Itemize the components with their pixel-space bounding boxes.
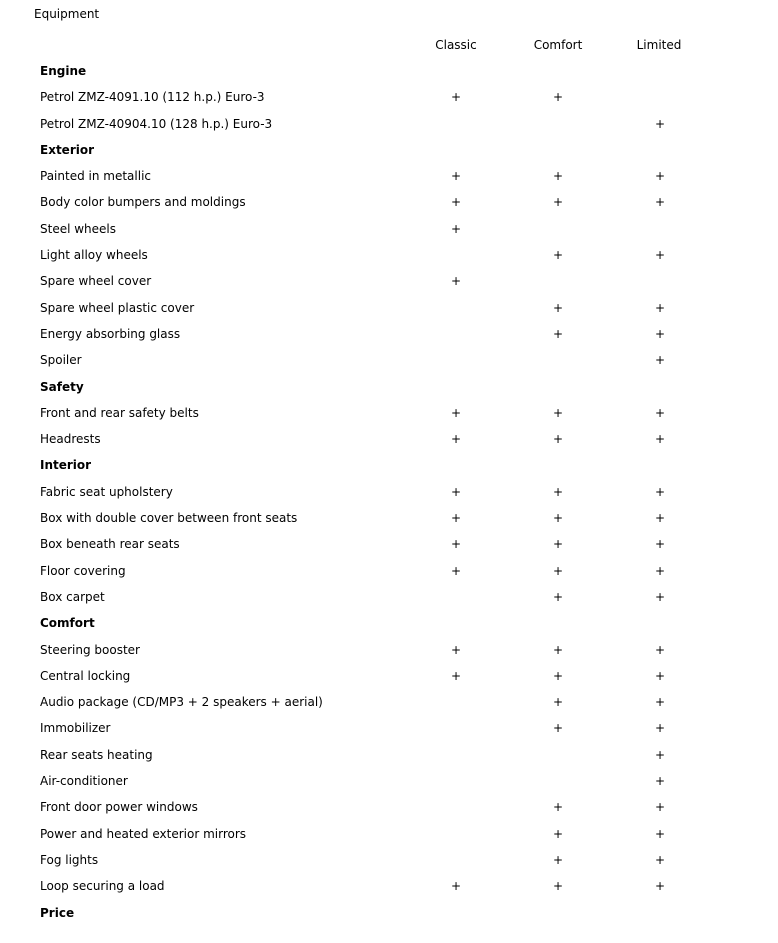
section-heading-label: Exterior [40,142,95,157]
included-mark-comfort: + [552,248,564,263]
included-mark-limited: + [654,774,666,789]
section-heading-label: Price [40,905,75,920]
included-mark-comfort: + [552,405,564,420]
table-row [0,163,778,189]
included-mark-classic: + [450,169,462,184]
included-mark-classic: + [450,405,462,420]
included-mark-limited: + [654,826,666,841]
included-mark-limited: + [654,353,666,368]
equipment-table [0,58,778,926]
section-heading-label: Interior [40,458,92,473]
included-mark-comfort: + [552,90,564,105]
included-mark-limited: + [654,326,666,341]
feature-label: Front and rear safety belts [40,405,199,420]
included-mark-comfort: + [552,852,564,867]
table-row [0,242,778,268]
section-heading [0,900,778,926]
section-heading-label: Comfort [40,616,95,631]
included-mark-classic: + [450,563,462,578]
table-row [0,531,778,557]
included-mark-classic: + [450,668,462,683]
table-row [0,111,778,137]
column-headers [0,37,778,53]
section-heading-label: Engine [40,64,87,78]
included-mark-comfort: + [552,195,564,210]
section-heading-label: Safety [40,379,84,394]
feature-label: Central locking [40,668,131,683]
included-mark-comfort: + [552,326,564,341]
included-mark-limited: + [654,589,666,604]
included-mark-limited: + [654,432,666,447]
table-row [0,663,778,689]
feature-label: Painted in metallic [40,169,151,184]
included-mark-limited: + [654,668,666,683]
table-row [0,847,778,873]
included-mark-limited: + [654,747,666,762]
feature-label: Power and heated exterior mirrors [40,826,247,841]
table-row [0,426,778,452]
feature-label: Headrests [40,432,101,447]
feature-label: Petrol ZMZ-4091.10 (112 h.p.) Euro-3 [40,90,265,105]
feature-label: Spare wheel cover [40,274,152,289]
included-mark-classic: + [450,642,462,657]
included-mark-limited: + [654,511,666,526]
included-mark-limited: + [654,852,666,867]
feature-label: Floor covering [40,563,126,578]
feature-label: Air-conditioner [40,774,128,789]
included-mark-comfort: + [552,563,564,578]
column-header-comfort: Comfort [533,38,583,52]
included-mark-limited: + [654,484,666,499]
included-mark-comfort: + [552,511,564,526]
included-mark-classic: + [450,221,462,236]
column-header-classic: Classic [435,38,477,52]
included-mark-comfort: + [552,484,564,499]
feature-label: Fabric seat upholstery [40,484,173,499]
included-mark-classic: + [450,484,462,499]
feature-label: Loop securing a load [40,879,165,894]
table-row [0,768,778,794]
included-mark-comfort: + [552,800,564,815]
included-mark-limited: + [654,879,666,894]
included-mark-comfort: + [552,169,564,184]
included-mark-comfort: + [552,432,564,447]
table-row [0,295,778,321]
included-mark-limited: + [654,721,666,736]
table-row [0,637,778,663]
feature-label: Fog lights [40,852,99,867]
table-row [0,479,778,505]
included-mark-comfort: + [552,695,564,710]
feature-label: Steering booster [40,642,140,657]
section-heading [0,374,778,400]
included-mark-classic: + [450,537,462,552]
table-row [0,794,778,820]
included-mark-classic: + [450,432,462,447]
feature-label: Spoiler [40,353,82,368]
feature-label: Energy absorbing glass [40,326,181,341]
page-title: Equipment [34,7,100,21]
included-mark-limited: + [654,537,666,552]
feature-label: Immobilizer [40,721,111,736]
table-row [0,84,778,110]
table-row [0,873,778,899]
included-mark-classic: + [450,90,462,105]
feature-label: Light alloy wheels [40,248,148,263]
included-mark-classic: + [450,195,462,210]
included-mark-comfort: + [552,300,564,315]
included-mark-comfort: + [552,668,564,683]
feature-label: Body color bumpers and moldings [40,195,246,210]
section-heading [0,58,778,84]
feature-label: Box with double cover between front seats [40,511,298,526]
included-mark-limited: + [654,195,666,210]
section-heading [0,610,778,636]
included-mark-limited: + [654,248,666,263]
table-row [0,505,778,531]
feature-label: Rear seats heating [40,747,153,762]
included-mark-comfort: + [552,589,564,604]
included-mark-comfort: + [552,721,564,736]
included-mark-limited: + [654,300,666,315]
feature-label: Front door power windows [40,800,198,815]
included-mark-comfort: + [552,537,564,552]
feature-label: Spare wheel plastic cover [40,300,195,315]
table-row [0,347,778,373]
table-row [0,584,778,610]
table-row [0,321,778,347]
included-mark-comfort: + [552,826,564,841]
table-row [0,689,778,715]
table-row [0,189,778,215]
included-mark-limited: + [654,169,666,184]
table-row [0,400,778,426]
included-mark-limited: + [654,563,666,578]
included-mark-limited: + [654,800,666,815]
included-mark-limited: + [654,695,666,710]
feature-label: Box carpet [40,589,105,604]
table-row [0,268,778,294]
column-header-limited: Limited [636,38,682,52]
section-heading [0,137,778,163]
feature-label: Steel wheels [40,221,117,236]
included-mark-limited: + [654,116,666,131]
table-row [0,715,778,741]
included-mark-limited: + [654,405,666,420]
feature-label: Petrol ZMZ-40904.10 (128 h.p.) Euro-3 [40,116,273,131]
section-heading [0,452,778,478]
included-mark-classic: + [450,879,462,894]
feature-label: Box beneath rear seats [40,537,180,552]
included-mark-comfort: + [552,879,564,894]
table-row [0,821,778,847]
table-row [0,558,778,584]
included-mark-limited: + [654,642,666,657]
table-row [0,216,778,242]
table-row [0,742,778,768]
included-mark-classic: + [450,511,462,526]
included-mark-comfort: + [552,642,564,657]
feature-label: Audio package (CD/MP3 + 2 speakers + aerial) [40,695,323,710]
included-mark-classic: + [450,274,462,289]
